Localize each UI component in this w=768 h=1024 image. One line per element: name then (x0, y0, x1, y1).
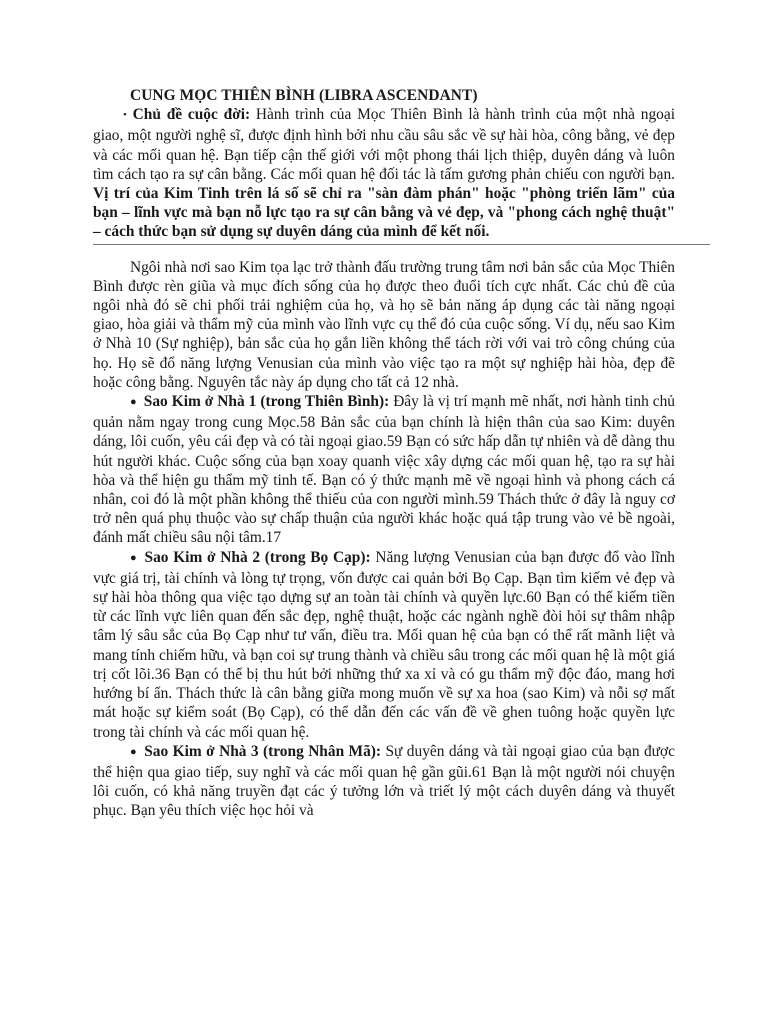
intro-text: Hành trình của Mọc Thiên Bình là hành trình của một nhà ngoại giao, một người nghệ sĩ, được định hình bởi nhu cầu sâu sắc về sự hài hòa, công bằng, vẻ đẹp và các mối quan hệ. Bạn tiếp cận thế giới với một phong thái lịch thiệp, duyên dáng và luôn tìm cách tạo ra sự cân bằng. Các mối quan hệ đối tác là tấm gương phản chiếu con người bạn. (93, 106, 675, 183)
bullet-text: Sự duyên dáng và tài ngoại giao của bạn được thể hiện qua giao tiếp, suy nghĩ và các mối quan hệ gần gũi.61 Bạn là một người nói chuyện lôi cuốn, có khả năng truyền đạt các ý tưởng lớn và triết lý một cách duyên dáng và thuyết phục. Bạn yêu thích việc học hỏi và (93, 742, 675, 820)
intro-label: Chủ đề cuộc đời: (132, 106, 251, 124)
document-title: CUNG MỌC THIÊN BÌNH (LIBRA ASCENDANT) (130, 87, 478, 104)
bullet-label: Sao Kim ở Nhà 3 (trong Nhân Mã): (144, 742, 382, 760)
bullet-item-house-2 (93, 548, 675, 742)
bullet-dot-icon: ● (130, 396, 137, 409)
bullet-dot-icon: ● (130, 745, 138, 758)
bullet-label: Sao Kim ở Nhà 2 (trong Bọ Cạp): (144, 548, 371, 566)
intro-bold-text: Vị trí của Kim Tinh trên lá số sẽ chỉ ra "sàn đàm phán" hoặc "phòng triển lãm" của bạn – lĩnh vực mà bạn nỗ lực tạo ra sự cân bằng và vẻ đẹp, và "phong cách nghệ thuật" – cách thức bạn sử dụng sự duyên dáng của mình để kết nối. (93, 185, 675, 241)
section-divider (93, 244, 710, 245)
bullet-dot-icon: ● (130, 551, 138, 564)
bullet-icon: • (123, 109, 127, 122)
bullet-item-house-1 (93, 392, 675, 548)
body-paragraph: Ngôi nhà nơi sao Kim tọa lạc trở thành đấu trường trung tâm nơi bản sắc của Mọc Thiên Bình được rèn giũa và mục đích sống của họ được theo đuổi tích cực nhất. Các chủ đề của ngôi nhà đó sẽ chi phối trải nghiệm của họ, và họ sẽ bản năng áp dụng các tài năng ngoại giao, hòa giải và thẩm mỹ của mình vào lĩnh vực cụ thể đó của cuộc sống. Ví dụ, nếu sao Kim ở Nhà 10 (Sự nghiệp), bản sắc của họ gắn liền không thể tách rời với vai trò công chúng của họ. Họ sẽ đổ năng lượng Venusian của mình vào việc tạo ra một sự nghiệp hài hòa, đẹp đẽ hoặc công bằng. Nguyên tắc này áp dụng cho tất cả 12 nhà. (93, 258, 675, 391)
bullet-item-house-3 (93, 742, 675, 821)
bullet-label: Sao Kim ở Nhà 1 (trong Thiên Bình): (143, 393, 390, 411)
intro-paragraph (93, 105, 675, 241)
bullet-text: Năng lượng Venusian của bạn được đổ vào lĩnh vực giá trị, tài chính và lòng tự trọng, vốn được cai quản bởi Bọ Cạp. Bạn tìm kiếm vẻ đẹp và sự hài hòa thông qua việc tạo dựng sự an toàn tài chính và quyền lực.60 Bạn có thể kiếm tiền từ các lĩnh vực liên quan đến sắc đẹp, nghệ thuật, hoặc các ngành nghề đòi hỏi sự thâm nhập tâm lý sâu sắc của Bọ Cạp như tư vấn, điều tra. Mối quan hệ của bạn có thể rất mãnh liệt và mang tính chiếm hữu, và bạn coi sự trung thành và chiều sâu trong các mối quan hệ là một giá trị cốt lõi.36 Bạn có thể bị thu hút bởi những thứ xa xỉ và có gu thẩm mỹ độc đáo, mang hơi hướng bí ẩn. Thách thức là cân bằng giữa mong muốn về sự xa hoa (sao Kim) và nỗi sợ mất mát hoặc sự kiểm soát (Bọ Cạp), có thể dẫn đến các vấn đề về ghen tuông hoặc quyền lực trong tài chính và các mối quan hệ. (93, 548, 675, 741)
document-page (93, 86, 675, 821)
bullet-text: Đây là vị trí mạnh mẽ nhất, nơi hành tinh chủ quản nằm ngay trong cung Mọc.58 Bản sắc của bạn chính là hiện thân của sao Kim: duyên dáng, lôi cuốn, yêu cái đẹp và có tài ngoại giao.59 Bạn có sức hấp dẫn tự nhiên và dễ dàng thu hút người khác. Cuộc sống của bạn xoay quanh việc xây dựng các mối quan hệ, tạo ra sự hài hòa và thể hiện gu thẩm mỹ tinh tế. Bạn có ý thức mạnh mẽ về ngoại hình và phong cách cá nhân, coi đó là một phần không thể thiếu của con người mình.59 Thách thức ở đây là nguy cơ trở nên quá phụ thuộc vào sự chấp thuận của người khác hoặc quá tập trung vào vẻ bề ngoài, đánh mất chiều sâu nội tâm.17 (93, 393, 675, 547)
